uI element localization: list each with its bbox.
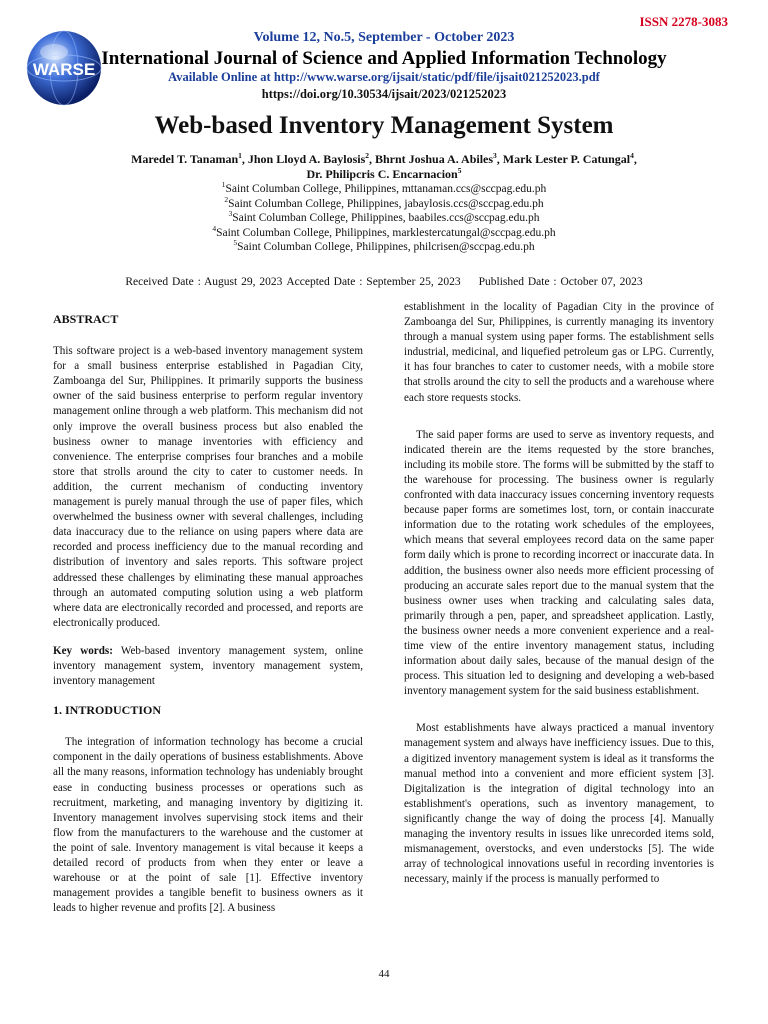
keywords-text: Web-based inventory management system, online inventory management system, inventory management system, inventory management [53,644,363,688]
page-number: 44 [378,968,390,980]
accepted-date: Accepted Date : September 25, 2023 [286,276,461,288]
issn-label: ISSN 2278-3083 [639,14,728,29]
affiliation-item: $^5$Saint Columban College, Philippines, philcrisen@sccpag.edu.ph [233,238,535,253]
author-list: Maredel T. Tanaman$^1$, Jhon Lloyd A. Baylosis$^2$, Bhrnt Joshua A. Abiles$^3$, Mark Lester P. Catungal$^4$, Dr. Philipcris C. Encarnacion$^5$ [131,151,637,181]
affiliation-item: $^2$Saint Columban College, Philippines, jabaylosis.ccs@sccpag.edu.ph [224,194,544,210]
affiliation-list [0,182,768,255]
paper-title: Web-based Inventory Management System [154,112,614,139]
abstract-heading: ABSTRACT [53,312,119,326]
abstract-text: This software project is a web-based inventory management system for a small business enterprise established in Pagadian City, Zamboanga del Sur, Philippines. It primarily supports the business owner of the said business enterprise to perform regular inventory management online through a web platform. This mechanism did not only improve the overall business process but also enabled the business owner to manage inventories with efficiency and convenience. The enterprise comprises four branches and a mobile store that strolls around the city to cater to customer needs. In addition, the current mechanism of conducting inventory management is purely manual through the use of paper files, which overwhelmed the business owner with several challenges, including data inaccuracy due to the reliance on using papers where data are recorded and process inefficiency due to the manual recording and distribution of inventory and sales reports. This software project addressed these challenges by eliminating these manual approaches through an automated computing solution using a web platform where data are electronically recorded and processed, and reports are electronically produced. [53,345,363,629]
volume-info: Volume 12, No.5, September - October 2023 [253,30,515,45]
affiliation-item: $^1$Saint Columban College, Philippines, mttanaman.ccs@sccpag.edu.ph [221,180,547,195]
published-date: Published Date : October 07, 2023 [478,276,643,288]
svg-text:WARSE: WARSE [32,60,96,79]
affiliation-item: $^3$Saint Columban College, Philippines, baabiles.ccs@sccpag.edu.ph [228,209,540,224]
keywords [53,644,363,689]
author-name: Maredel T. Tanaman [131,152,239,166]
affiliation-item: $^4$Saint Columban College, Philippines, marklestercatungal@sccpag.edu.ph [212,223,556,239]
introduction-heading: 1. INTRODUCTION [53,703,162,718]
doi-link[interactable]: https://doi.org/10.30534/ijsait/2023/021252023 [261,87,507,101]
received-date: Received Date : August 29, 2023 [125,276,283,288]
author-name: Dr. Philipcris C. Encarnacion [306,167,458,181]
submission-dates [0,276,768,288]
author-name: Mark Lester P. Catungal [502,152,631,166]
body-paragraph: Most establishments have always practiced a manual inventory management system and always have inefficiency issues. Due to this, a digitized inventory management system is ideal as it transforms the manual method into a convenient and more efficient system [3]. Digitalization is the integration of digital technology into an establishment's operations, such as inventory management, to significantly change the way of doing the process [4]. Manually managing the inventory results in issues like unrecorded items sold, mismanagement, overstocks, and even understocks [5]. The wide array of technological innovations useful in recording inventories is necessary, mainly if the process is manually performed to [404,722,714,886]
body-paragraph: The said paper forms are used to serve as inventory requests, and indicated therein are the items requested by the store branches, including its mobile store. The forms will be submitted by the staff to the warehouse for processing. The business owner is regularly confronted with data inaccuracy issues concerning inventory requests because paper forms are sometimes lost, torn, or contain inaccurate information due to the rotating work schedules of the employees, which means that several employees record data on the same paper form daily which is prone to recording incorrect or inaccurate data. In addition, the business owner also needs more efficient processing of producing an accurate sales report due to the manual system that the business owner uses when tracking and calculating sales data, primarily through a pen, paper, and spreadsheet application. Lastly, the business owner needs a more convenient experience and a real-time view of the entire inventory management status, including information about daily sales, because of the manual design of the process. This situation led to designing and developing a web-based inventory management system for the said business establishment. [404,428,714,698]
left-column [53,312,363,929]
author-name: Bhrnt Joshua A. Abiles [375,152,494,166]
body-paragraph: establishment in the locality of Pagadian City in the province of Zamboanga del Sur, Philippines, is currently managing its inventory through a manual system using paper forms. The establishment sells industrial, medicinal, and liquefied petroleum gas or LPG. Currently, it has four branches to cater to customer needs, with a mobile store that strolls around the city to sell the products and a warehouse where each store requests stocks. [404,301,714,404]
intro-paragraph: The integration of information technology has become a crucial component in the daily operations of business establishments. Above all the many reasons, information technology has undeniably brought ease in conducting business processes or operations such as recruitment, marketing, and managing inventory by digitizing it. Inventory management involves supervising stock items and their flow from the manufacturers to the warehouse and the customer at the point of sale. Inventory management is vital because it keeps a detailed record of products from when they enter or leave a warehouse or at the point of sale [1]. Effective inventory management provides a tangible benefit to business owners as it leads to higher revenue and profits [2]. A business [53,736,363,915]
right-column [404,300,714,900]
journal-name: International Journal of Science and Applied Information Technology [101,48,667,69]
author-name: Jhon Lloyd A. Baylosis [247,152,366,166]
keywords-label: Key words: [53,644,113,657]
available-online-link[interactable]: Available Online at http://www.warse.org/ijsait/static/pdf/file/ijsait021252023.pdf [168,70,600,84]
